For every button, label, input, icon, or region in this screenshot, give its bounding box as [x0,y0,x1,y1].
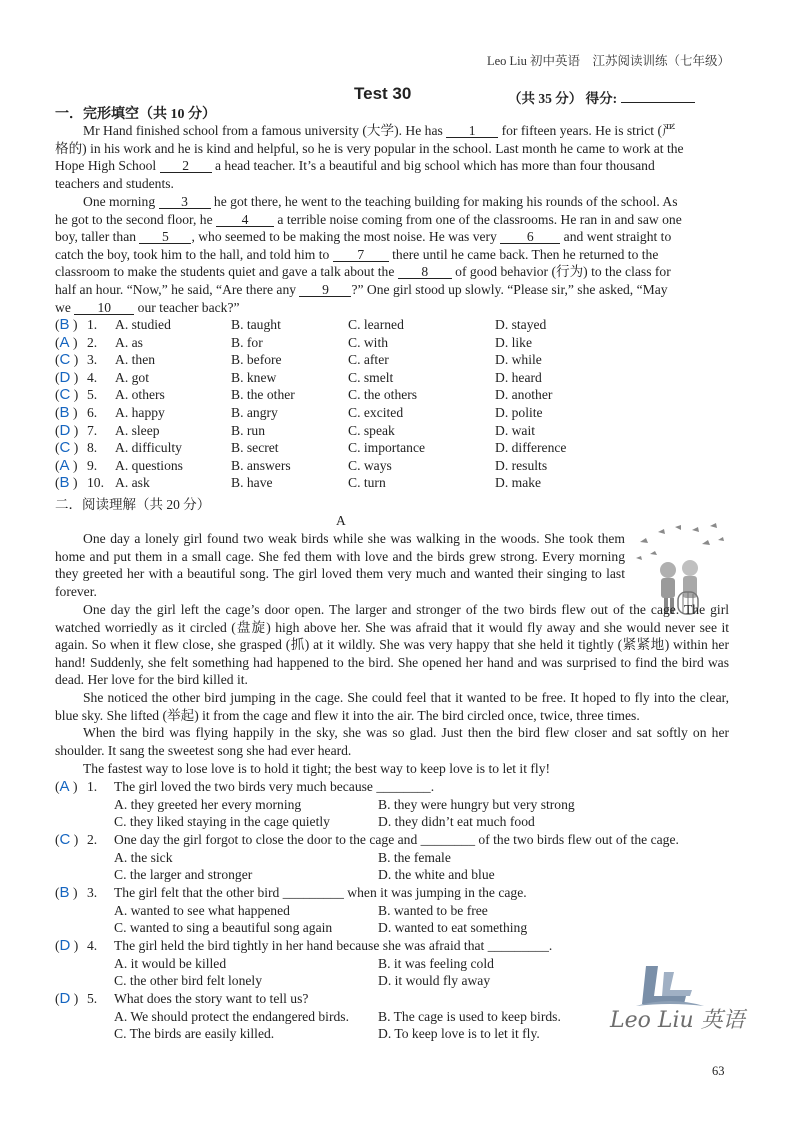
question-stem: The girl held the bird tightly in her hand because she was afraid that _________. [114,938,553,953]
question-number: 1. [87,779,98,794]
option-b: B. secret [231,440,279,456]
cloze-blank-8: 8 [398,265,452,279]
option-a: A. got [115,369,149,385]
question-number: 3. [87,352,98,368]
option-d: D. the white and blue [378,867,495,883]
cloze-answer: (C ) [55,439,79,457]
option-c: C. smelt [348,369,394,385]
option-d: D. results [495,457,548,473]
option-a: A. as [115,334,143,350]
passage-label: A [336,513,346,528]
passage-paragraph-4: When the bird was flying happily in the sky, she was so glad. Just then the bird flew closer and sat softly on her shoulder. It sang the sweetest song she had ever heard. [55,725,729,758]
option-d: D. while [495,352,542,368]
question-number: 10. [87,475,104,491]
cloze-option-row [55,457,745,475]
question-number: 9. [87,457,98,473]
cloze-option-row [55,404,745,422]
cloze-option-row [55,351,745,369]
option-d: D. heard [495,369,542,385]
option-a: A. others [115,387,165,403]
cloze-answer: (C ) [55,351,79,369]
option-b: B. they were hungry but very strong [378,796,575,812]
score-label: （共 35 分） 得分: [508,91,618,106]
option-c: C. wanted to sing a beautiful song again [114,920,333,936]
question-stem: The girl loved the two birds very much because ________. [114,779,435,794]
option-b: B. the female [378,849,451,865]
cloze-option-row [55,422,745,440]
option-d: D. another [495,387,553,403]
cloze-answer: (C ) [55,386,79,404]
reading-answer: (A ) [55,778,78,795]
option-d: D. make [495,475,542,491]
option-d: D. they didn’t eat much food [378,814,535,830]
option-b: B. have [231,475,273,491]
option-b: B. taught [231,317,281,332]
cloze-option-row [55,386,745,404]
section-reading-heading: 二．阅读理解（共 20 分） [55,497,211,512]
option-c: C. The birds are easily killed. [114,1026,275,1042]
question-number: 5. [87,387,98,403]
option-c: C. after [348,352,389,368]
option-c: C. excited [348,405,404,420]
question-number: 1. [87,317,98,332]
option-a: A. wanted to see what happened [114,902,290,918]
option-b: B. wanted to be free [378,902,488,918]
option-c: C. learned [348,317,404,332]
reading-answer: (D ) [55,990,79,1007]
cloze-option-row [55,316,745,334]
option-d: D. wanted to eat something [378,920,528,936]
cloze-answer: (A ) [55,456,78,474]
option-b: B. for [231,334,263,350]
option-b: B. before [231,352,282,368]
option-c: C. importance [348,440,426,456]
question-stem: The girl felt that the other bird _________ when it was jumping in the cage. [114,885,527,900]
option-b: B. angry [231,405,278,420]
option-a: A. it would be killed [114,955,227,971]
score-field [508,87,695,107]
cloze-option-row [55,474,745,492]
option-a: A. questions [115,457,183,473]
option-c: C. the others [348,387,418,403]
option-c: C. turn [348,475,386,491]
cloze-blank-4: 4 [216,213,274,227]
question-number: 2. [87,334,98,350]
leo-liu-logo-text: Leo Liu 英语 [610,1008,745,1033]
cloze-blank-3: 3 [159,195,211,209]
cloze-option-row [55,369,745,387]
passage-paragraph-1: One day a lonely girl found two weak birds while she was walking in the woods. She took them home and put them in a small cage. She fed them with love and the birds grew strong. Every morning they greeted her with a beautiful song. The girl loved them very much and wanted their singing to last forever. [55,531,625,599]
option-b: B. it was feeling cold [378,955,494,971]
cloze-option-row [55,334,745,352]
reading-answer: (B ) [55,884,78,901]
option-c: C. ways [348,457,392,473]
page-title: Test 30 [354,84,412,103]
cloze-answer: (B ) [55,316,78,333]
cloze-blank-7: 7 [333,248,389,262]
cloze-blank-1: 1 [446,124,498,138]
option-d: D. polite [495,405,543,420]
reading-answer: (C ) [55,831,79,848]
cloze-answer: (A ) [55,333,78,351]
option-a: A. ask [115,475,150,491]
question-number: 4. [87,369,98,385]
option-d: D. To keep love is to let it fly. [378,1026,540,1042]
option-d: D. like [495,334,532,350]
option-c: C. the other bird felt lonely [114,973,262,989]
score-blank [621,90,695,103]
question-number: 3. [87,885,98,900]
option-d: D. stayed [495,317,547,332]
question-stem: What does the story want to tell us? [114,991,309,1006]
cloze-blank-6: 6 [500,230,560,244]
cloze-answer: (D ) [55,421,79,439]
option-d: D. difference [495,440,567,456]
question-number: 5. [87,991,98,1006]
cloze-answer: (D ) [55,368,79,386]
option-a: A. We should protect the endangered birds. [114,1008,349,1024]
cloze-blank-9: 9 [299,283,351,297]
passage-paragraph-2: One day the girl left the cage’s door open. The larger and stronger of the two birds flew out of the cage. The girl watched worriedly as it circled (盘旋) high above her. She was afraid that it would fly away and she would never see it again. So when it flew close, she grasped (抓) at it wildly. She was very happy that she held it tightly (紧紧地) within her hand! Suddenly, she felt something had happened to the bird. She opened her hand and was surprised to find the bird was dead. Her love for the bird killed it. [55,602,729,688]
cloze-blank-5: 5 [139,230,191,244]
question-number: 2. [87,832,98,847]
option-c: C. the larger and stronger [114,867,253,883]
option-a: A. difficulty [115,440,182,456]
cloze-answer: (B ) [55,404,78,421]
cloze-paragraph-2: One morning 3 he got there, he went to the teaching building for making his rounds of the school. As he got to the second floor, he 4 a terrible noise coming from one of the classrooms. He ran in and saw one boy, taller than 5 , who seemed to be making the most noise. He was very 6 and went straight to catch the boy, took him to the hall, and told him to 7 there until he came back. Then he returned to the classroom to make the students quiet and gave a talk about the 8 of good behavior (行为) to the class for half an hour. “Now,” he said, “Are there any 9 ?” One girl stood up slowly. “Please sir,” she asked, “May we 10 our teacher back?” [55,194,682,315]
passage-paragraph-3: She noticed the other bird jumping in the cage. She could feel that it wanted to be free. It hoped to fly into the clear, blue sky. She lifted (举起) it from the cage and flew it into the air. The bird circled once, twice, three times. [55,690,729,723]
option-c: C. with [348,334,389,350]
option-a: A. studied [115,317,171,332]
section-cloze-heading: 一．完形填空（共 10 分） [55,107,216,122]
page-header: Leo Liu 初中英语 江苏阅读训练（七年级） [486,54,730,68]
cloze-option-row [55,439,745,457]
question-number: 6. [87,405,98,420]
option-a: A. then [115,352,156,368]
page-number: 63 [712,1064,725,1078]
option-a: A. the sick [114,849,173,865]
passage-paragraph-5: The fastest way to lose love is to hold it tight; the best way to keep love is to let it fly! [83,761,551,776]
option-b: B. run [231,422,265,438]
option-a: A. happy [115,405,165,420]
option-b: B. knew [231,369,277,385]
reading-answer: (D ) [55,937,79,954]
option-b: B. The cage is used to keep birds. [378,1008,561,1024]
option-b: B. answers [231,457,291,473]
option-a: A. sleep [115,422,160,438]
option-d: D. wait [495,422,536,438]
option-b: B. the other [231,387,295,403]
question-number: 4. [87,938,98,953]
option-c: C. they liked staying in the cage quietly [114,814,330,830]
question-stem: One day the girl forgot to close the door to the cage and ________ of the two birds flew out of the cage. [114,832,679,847]
cloze-blank-10: 10 [74,301,134,315]
option-d: D. it would fly away [378,973,491,989]
cloze-paragraph-1: Mr Hand finished school from a famous university (大学). He has 1 for fifteen years. He is strict (严 格的) in his work and he is kind and helpful, so he is very popular in the school. Last month he came to work at the Hope High School 2 a head teacher. It’s a beautiful and big school which has more than four thousand teachers and students. [55,123,684,191]
cloze-answer: (B ) [55,474,78,492]
question-number: 8. [87,440,98,456]
cloze-blank-2: 2 [160,159,212,173]
option-a: A. they greeted her every morning [114,796,302,812]
option-c: C. speak [348,422,395,438]
question-number: 7. [87,422,98,438]
